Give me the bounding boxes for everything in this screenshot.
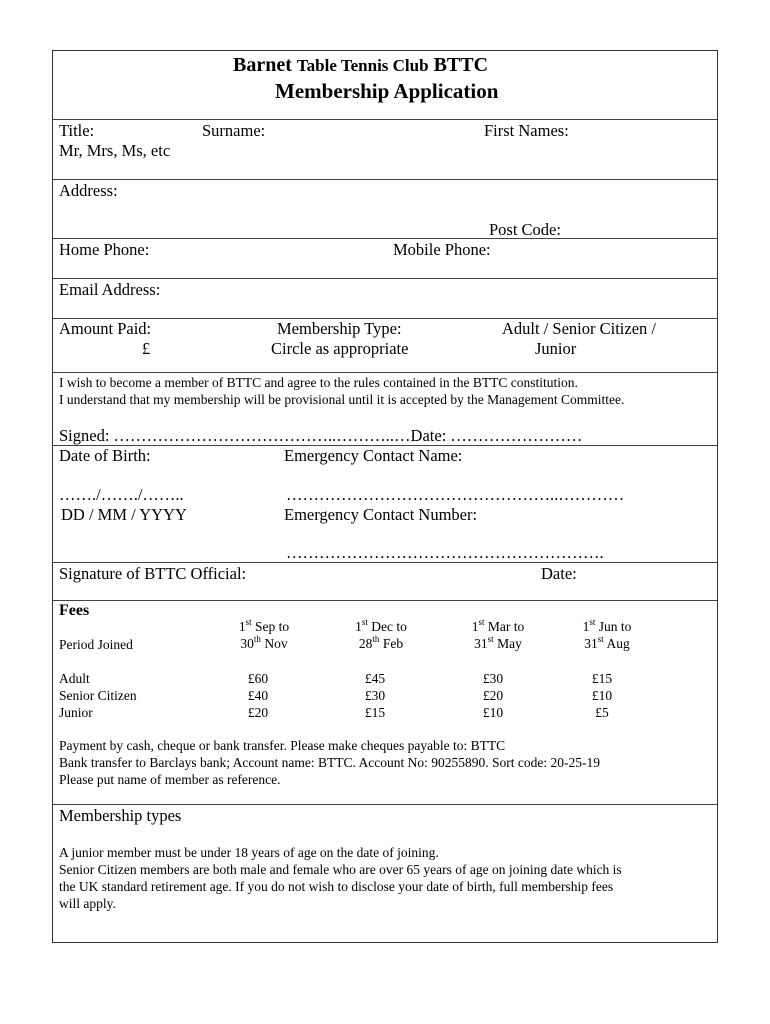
membership-type-hint: Circle as appropriate — [271, 339, 409, 358]
fee-cell: £5 — [595, 705, 609, 720]
fee-cell: £10 — [591, 688, 613, 703]
emergency-name-label: Emergency Contact Name: — [284, 446, 463, 465]
declaration-line-1: I wish to become a member of BTTC and agree to the rules contained in the BTTC constitution. — [59, 375, 578, 390]
period-joined-label: Period Joined — [59, 637, 133, 652]
period-3-end: 31st May — [474, 634, 522, 651]
payment-line-1: Payment by cash, cheque or bank transfer. Please make cheques payable to: BTTC — [59, 738, 506, 753]
declaration-line-2: I understand that my membership will be provisional until it is accepted by the Management Committee. — [59, 392, 625, 407]
form-title: Barnet Table Tennis Club BTTC — [233, 54, 489, 76]
emergency-number-label: Emergency Contact Number: — [284, 505, 478, 524]
period-2-start: 1st Dec to — [355, 617, 407, 634]
form-subtitle: Membership Application — [275, 79, 499, 103]
membership-type-label: Membership Type: — [277, 319, 402, 338]
membership-types-line-2: Senior Citizen members are both male and female who are over 65 years of age on joining date which is — [59, 862, 622, 877]
payment-line-3: Please put name of member as reference. — [59, 772, 281, 787]
fee-row-adult-label: Adult — [59, 671, 90, 686]
membership-types-line-1: A junior member must be under 18 years of age on the date of joining. — [59, 845, 439, 860]
membership-type-junior: Junior — [535, 339, 577, 358]
fee-row-senior-label: Senior Citizen — [59, 688, 137, 703]
first-names-label: First Names: — [484, 121, 569, 140]
fee-cell: £60 — [247, 671, 269, 686]
fee-cell: £20 — [247, 705, 269, 720]
membership-form — [52, 50, 718, 943]
dob-label: Date of Birth: — [59, 446, 151, 465]
dob-format: DD / MM / YYYY — [61, 505, 187, 524]
fee-row-junior-label: Junior — [59, 705, 93, 720]
title-label: Title: — [59, 121, 95, 140]
fee-cell: £40 — [247, 688, 269, 703]
fee-cell: £45 — [364, 671, 386, 686]
fee-cell: £15 — [591, 671, 613, 686]
address-label: Address: — [59, 181, 118, 200]
postcode-label: Post Code: — [489, 220, 561, 239]
period-4-end: 31st Aug — [584, 634, 630, 651]
official-signature-label: Signature of BTTC Official: — [59, 564, 247, 583]
email-label: Email Address: — [59, 280, 161, 299]
dob-dots: ……./……./…….. — [59, 485, 184, 504]
amount-paid-label: Amount Paid: — [59, 319, 152, 338]
period-1-end: 30th Nov — [240, 634, 288, 651]
fee-cell: £15 — [364, 705, 386, 720]
membership-types-heading: Membership types — [59, 806, 182, 825]
emergency-name-dots: …………………………………………..………… — [286, 485, 625, 504]
fees-heading: Fees — [59, 602, 90, 619]
surname-label: Surname: — [202, 121, 266, 140]
fee-cell: £30 — [482, 671, 504, 686]
membership-types-line-4: will apply. — [59, 896, 116, 911]
signed-line: Signed: …………………………………..………..…Date: …………………… — [59, 426, 583, 445]
fee-cell: £30 — [364, 688, 386, 703]
home-phone-label: Home Phone: — [59, 240, 150, 259]
pound-sign: £ — [142, 339, 151, 358]
official-date-label: Date: — [541, 564, 577, 583]
period-4-start: 1st Jun to — [582, 617, 632, 634]
mobile-phone-label: Mobile Phone: — [393, 240, 491, 259]
fee-cell: £10 — [482, 705, 504, 720]
emergency-number-dots: …………………………………………………. — [286, 543, 604, 562]
membership-types-line-3: the UK standard retirement age. If you do not wish to disclose your date of birth, full membership fees — [59, 879, 614, 894]
period-1-start: 1st Sep to — [238, 617, 290, 634]
payment-line-2: Bank transfer to Barclays bank; Account name: BTTC. Account No: 90255890. Sort code: 20-25-19 — [59, 755, 601, 770]
membership-type-options: Adult / Senior Citizen / — [502, 319, 656, 338]
title-hint: Mr, Mrs, Ms, etc — [59, 141, 171, 160]
period-3-start: 1st Mar to — [471, 617, 525, 634]
fee-cell: £20 — [482, 688, 504, 703]
period-2-end: 28th Feb — [358, 634, 404, 651]
